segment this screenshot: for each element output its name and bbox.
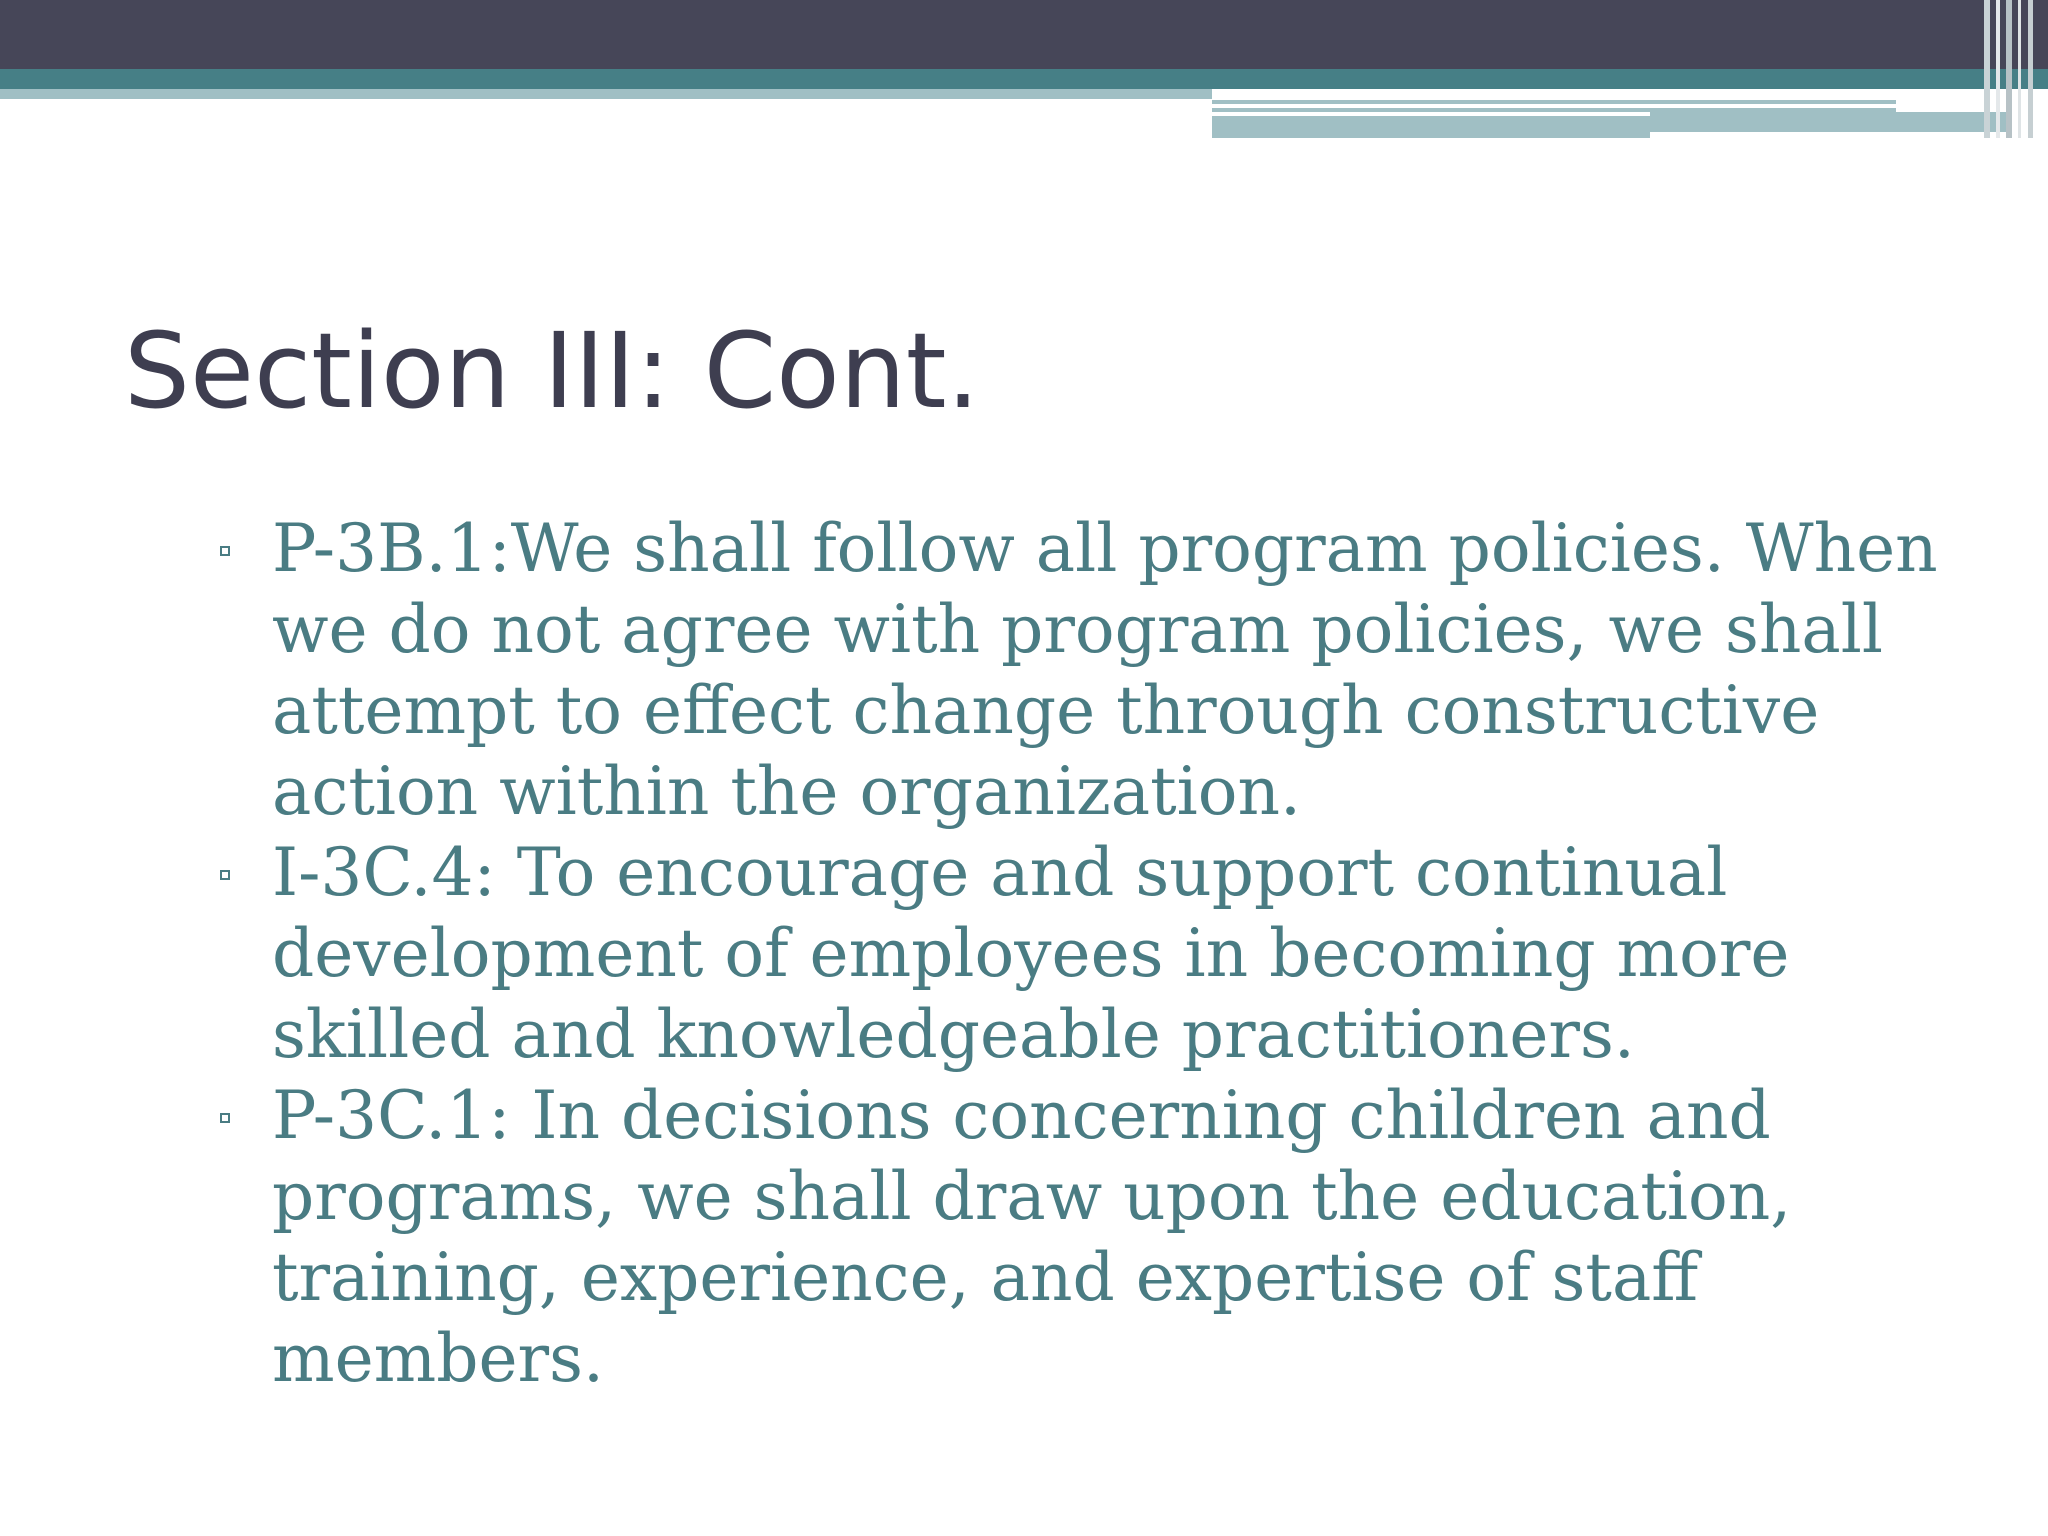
bullet-line: P-3B.1:We shall follow all program policies. When [272,510,1938,587]
header-lower-stripe [1212,116,1650,138]
bullet-line: attempt to effect change through constructive [272,672,1820,749]
bullet-line: training, experience, and expertise of staff [272,1239,1699,1316]
header-teal-band [0,69,2048,89]
header-lower-stripe [1650,112,2010,132]
bullet-line: development of employees in becoming more [272,915,1790,992]
bullet-line: action within the organization. [272,753,1301,830]
header-edge-stripe [1984,0,1990,138]
bullet-line: skilled and knowledgeable practitioners. [272,996,1635,1073]
slide-title: Section III: Cont. [124,310,980,432]
bullet-item [212,1075,2012,1399]
hollow-square-bullet-icon [220,1113,230,1123]
hollow-square-bullet-icon [220,546,230,556]
bullet-line: P-3C.1: In decisions concerning children and [272,1077,1771,1154]
bullet-line: we do not agree with program policies, we shall [272,591,1883,668]
header-edge-stripe [2028,0,2033,138]
header-edge-stripe [1996,0,2000,138]
header-edge-stripe [2006,0,2012,138]
header-light-band [0,89,1212,99]
bullet-line: programs, we shall draw upon the education, [272,1158,1792,1235]
bullet-line: members. [272,1320,604,1397]
bullet-item [212,508,2012,832]
bullet-list [212,508,2012,1399]
hollow-square-bullet-icon [220,870,230,880]
header-edge-stripe [2018,0,2021,138]
bullet-line: I-3C.4: To encourage and support continual [272,834,1728,911]
header-gap [1212,89,2048,100]
bullet-item [212,832,2012,1075]
header-dark-band [0,0,2048,69]
